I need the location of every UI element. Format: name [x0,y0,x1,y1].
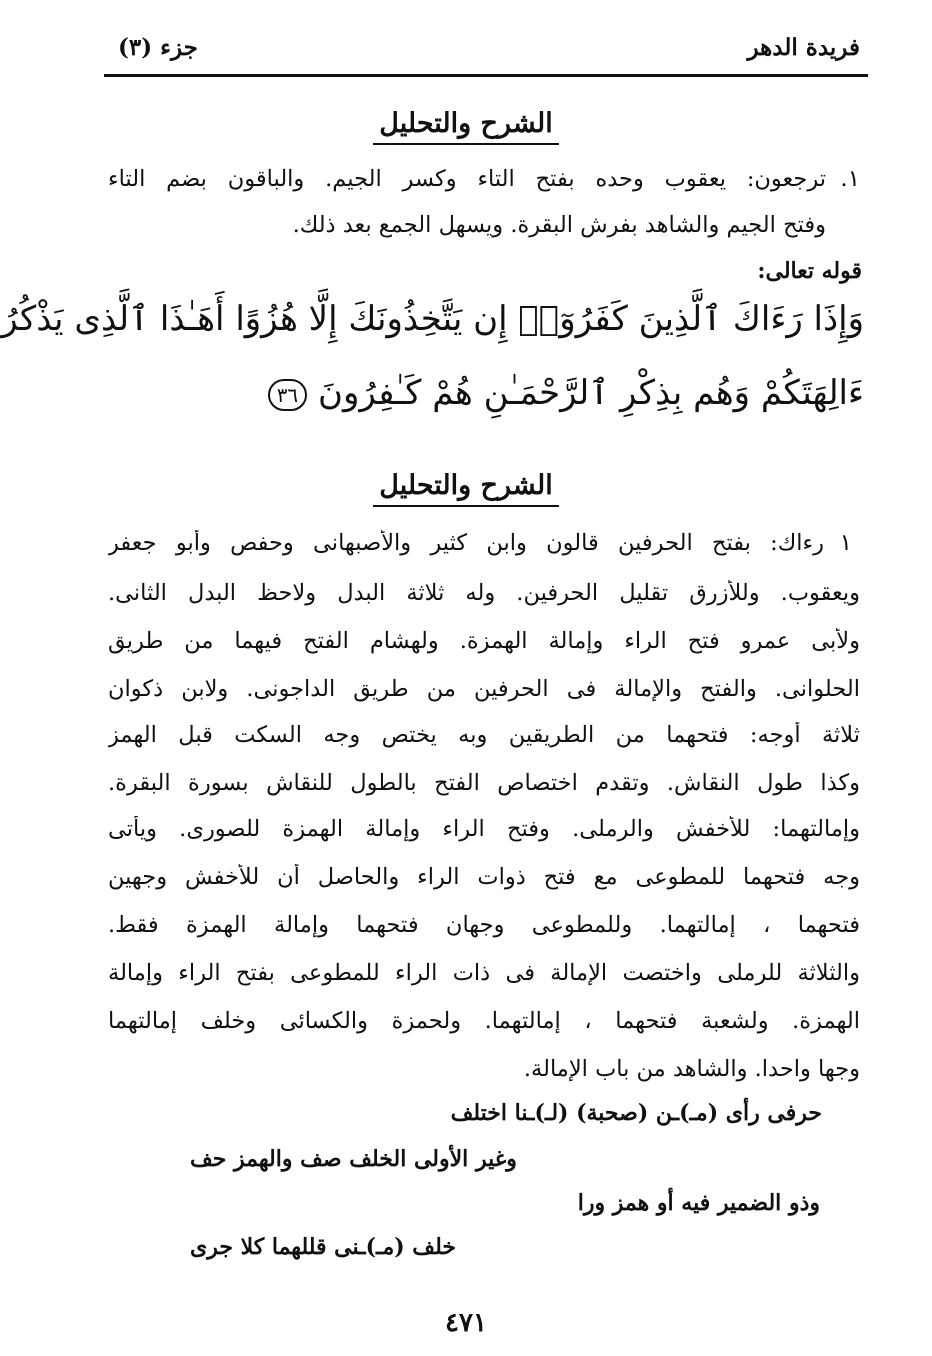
paragraph-line: ثلاثة أوجه: فتحهما من الطريقين وبه يختص وجه السكت قبل الهمز [108,722,860,748]
item-number: ١ [839,530,852,556]
running-header-title: فريدة الدهر [747,34,860,61]
paragraph-line: والثلاثة للرملى واختصت الإمالة فى ذات الراء للمطوعى بفتح الراء وإمالة [108,960,860,986]
poem-line: حرفى رأى (مـ)ـن (صحبة) (لـ)ـنا اختلف [450,1100,822,1126]
quran-verse-line: وَإِذَا رَءَاكَ ٱلَّذِينَ كَفَرُوٓا۟ إِن يَتَّخِذُونَكَ إِلَّا هُزُوًا أَهَـٰذَا ٱلَّذِى يَذْكُرُ [1,299,864,339]
paragraph-line: ترجعون: يعقوب وحده بفتح التاء وكسر الجيم. والباقون بضم التاء [108,166,826,192]
item-number: ١. [840,166,860,192]
paragraph-line: الهمزة. ولشعبة فتحهما ، إمالتهما. ولحمزة والكسائى وخلف إمالتهما [108,1008,860,1034]
poem-line: وغير الأولى الخلف صف والهمز حف [190,1146,517,1172]
paragraph-line: رءاك: بفتح الحرفين قالون وابن كثير والأصبهانى وحفص وأبو جعفر [108,530,824,556]
page-number: ٤٧١ [445,1308,487,1338]
section-heading [0,470,932,507]
poem-line: خلف (مـ)ـنى قللهما كلا جرى [190,1234,456,1260]
paragraph-line: ولأبى عمرو فتح الراء وإمالة الهمزة. ولهشام الفتح فيهما من طريق [108,628,860,654]
poem-line: وذو الضمير فيه أو همز ورا [577,1190,820,1216]
paragraph-line: ويعقوب. وللأزرق تقليل الحرفين. وله ثلاثة البدل ولاحظ البدل الثانى. [108,580,860,606]
quran-verse-line-2 [112,372,864,413]
paragraph-line: وجها واحدا. والشاهد من باب الإمالة. [523,1056,860,1082]
paragraph-line: فتحهما ، إمالتهما. وللمطوعى وجهان فتحهما وإمالة الهمزة فقط. [108,912,860,938]
paragraph-line: وفتح الجيم والشاهد بفرش البقرة. ويسهل الجمع بعد ذلك. [292,212,826,238]
quran-verse-text: ءَالِهَتَكُمْ وَهُم بِذِكْرِ ٱلرَّحْمَـٰنِ هُمْ كَـٰفِرُونَ [317,373,864,413]
header-rule [104,74,868,77]
section-heading-text: الشرح والتحليل [373,470,558,507]
paragraph-line: وإمالتهما: للأخفش والرملى. وفتح الراء وإمالة الهمزة للصورى. ويأتى [108,816,860,842]
verse-label: قوله تعالى: [757,258,862,284]
paragraph-line: وكذا طول النقاش. وتقدم اختصاص الفتح بالطول للنقاش بسورة البقرة. [108,770,860,796]
ayah-number-badge: ٣٦ [268,379,307,411]
running-header-part: جزء (٣) [118,34,198,61]
paragraph-line: وجه فتحهما للمطوعى مع فتح ذوات الراء والحاصل أن للأخفش وجهين [108,864,860,890]
paragraph-line: الحلوانى. والفتح والإمالة فى الحرفين من طريق الداجونى. ولابن ذكوان [108,676,860,702]
section-heading-text: الشرح والتحليل [373,108,558,145]
section-heading [0,108,932,145]
